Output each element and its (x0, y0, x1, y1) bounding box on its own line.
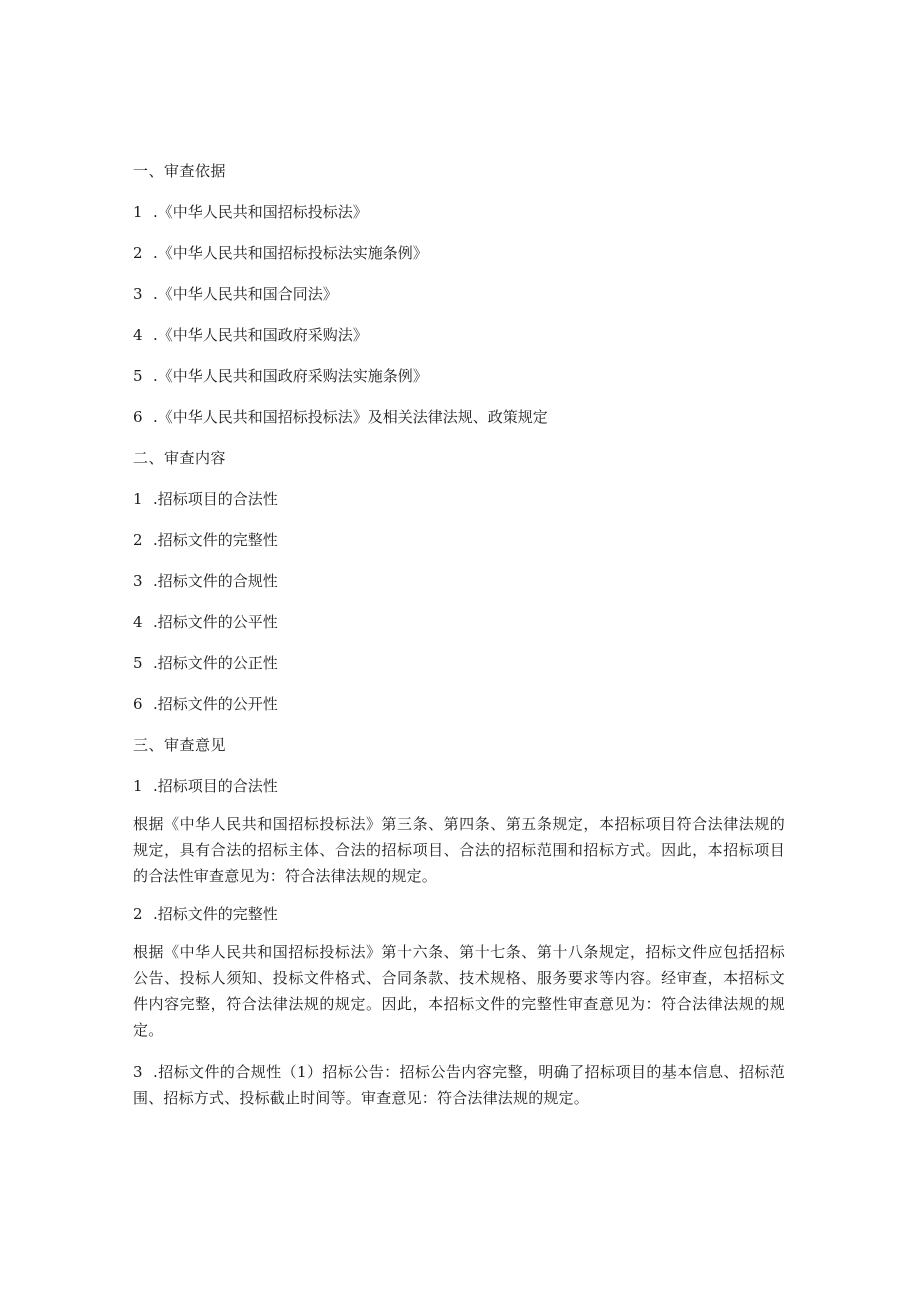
opinion-item-2-body: 根据《中华人民共和国招标投标法》第十六条、第十七条、第十八条规定，招标文件应包括招标公告、投标人须知、投标文件格式、合同条款、技术规格、服务要求等内容。经审查，本招标文件内容完整，符合法律法规的规定。因此，本招标文件的完整性审查意见为：符合法律法规的规定。 (133, 943, 785, 1039)
section-3-heading: 三、审查意见 (133, 736, 227, 754)
section-1-heading: 一、审查依据 (133, 162, 227, 180)
basis-item-2: 2 .《中华人民共和国招标投标法实施条例》 (133, 244, 428, 262)
basis-item-3: 3 .《中华人民共和国合同法》 (133, 285, 338, 303)
content-item-5: 5 .招标文件的公正性 (133, 654, 278, 672)
content-item-6: 6 .招标文件的公开性 (133, 695, 278, 713)
content-item-1: 1 .招标项目的合法性 (133, 490, 278, 508)
document-page (133, 160, 785, 1111)
content-item-2: 2 .招标文件的完整性 (133, 531, 278, 549)
opinion-item-1-body: 根据《中华人民共和国招标投标法》第三条、第四条、第五条规定，本招标项目符合法律法规的规定，具有合法的招标主体、合法的招标项目、合法的招标范围和招标方式。因此，本招标项目的合法性审查意见为：符合法律法规的规定。 (133, 815, 785, 885)
basis-item-6: 6 .《中华人民共和国招标投标法》及相关法律法规、政策规定 (133, 408, 548, 426)
content-item-4: 4 .招标文件的公平性 (133, 613, 278, 631)
opinion-item-3-body: 3 .招标文件的合规性（1）招标公告：招标公告内容完整，明确了招标项目的基本信息、招标范围、招标方式、投标截止时间等。审查意见：符合法律法规的规定。 (133, 1063, 785, 1107)
basis-item-1: 1 .《中华人民共和国招标投标法》 (133, 203, 368, 221)
content-item-3: 3 .招标文件的合规性 (133, 572, 278, 590)
opinion-item-2-title: 2 .招标文件的完整性 (133, 905, 278, 923)
basis-item-4: 4 .《中华人民共和国政府采购法》 (133, 326, 368, 344)
opinion-item-1-title: 1 .招标项目的合法性 (133, 777, 278, 795)
basis-item-5: 5 .《中华人民共和国政府采购法实施条例》 (133, 367, 428, 385)
section-2-heading: 二、审查内容 (133, 449, 227, 467)
